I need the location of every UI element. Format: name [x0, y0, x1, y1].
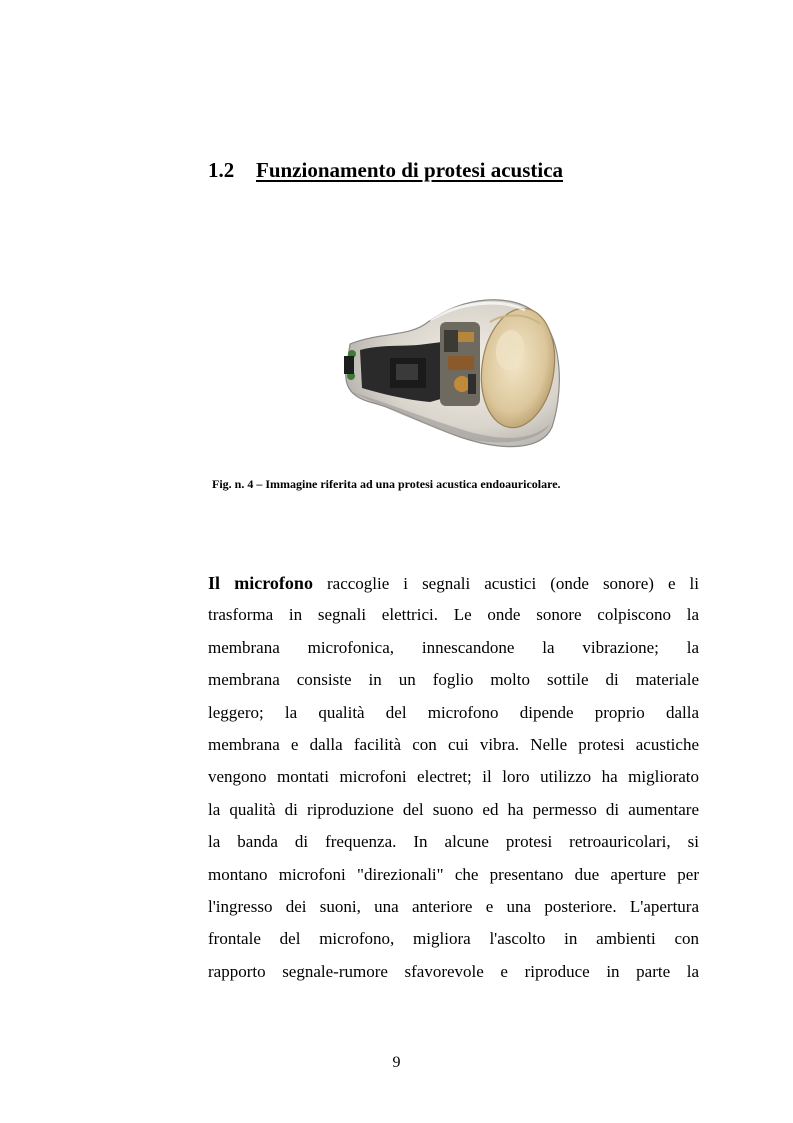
paragraph-line: membrana consiste in un foglio molto sottile di materiale	[208, 670, 699, 690]
paragraph-line: Il microfono raccoglie i segnali acustici (onde sonore) e li	[208, 573, 699, 593]
paragraph-line: membrana microfonica, innescandone la vibrazione; la	[208, 637, 699, 657]
paragraph-line: membrana e dalla facilità con cui vibra. Nelle protesi acustiche	[208, 734, 699, 754]
paragraph-line: rapporto segnale-rumore sfavorevole e riproduce in parte la	[208, 961, 699, 981]
hearing-aid-image	[330, 292, 564, 452]
hearing-aid-figure	[330, 292, 564, 452]
paragraph-line: trasforma in segnali elettrici. Le onde sonore colpiscono la	[208, 605, 699, 625]
paragraph-line: leggero; la qualità del microfono dipende proprio dalla	[208, 702, 699, 722]
paragraph-line: la banda di frequenza. In alcune protesi retroauricolari, si	[208, 832, 699, 852]
section-number: 1.2	[208, 158, 235, 182]
section-title: Funzionamento di protesi acustica	[256, 158, 564, 182]
paragraph-line: frontale del microfono, migliora l'ascolto in ambienti con	[208, 929, 699, 949]
paragraph-line: vengono montati microfoni electret; il loro utilizzo ha migliorato	[208, 767, 699, 787]
paragraph-lead-term: Il microfono	[208, 573, 313, 593]
paragraph-line: montano microfoni "direzionali" che presentano due aperture per	[208, 864, 699, 884]
body-paragraph	[208, 567, 699, 988]
paragraph-line: la qualità di riproduzione del suono ed ha permesso di aumentare	[208, 799, 699, 819]
paragraph-line: l'ingresso dei suoni, una anteriore e una posteriore. L'apertura	[208, 896, 699, 916]
page-number: 9	[392, 1054, 401, 1071]
figure-caption: Fig. n. 4 – Immagine riferita ad una protesi acustica endoauricolare.	[212, 477, 561, 491]
section-heading	[208, 158, 563, 183]
